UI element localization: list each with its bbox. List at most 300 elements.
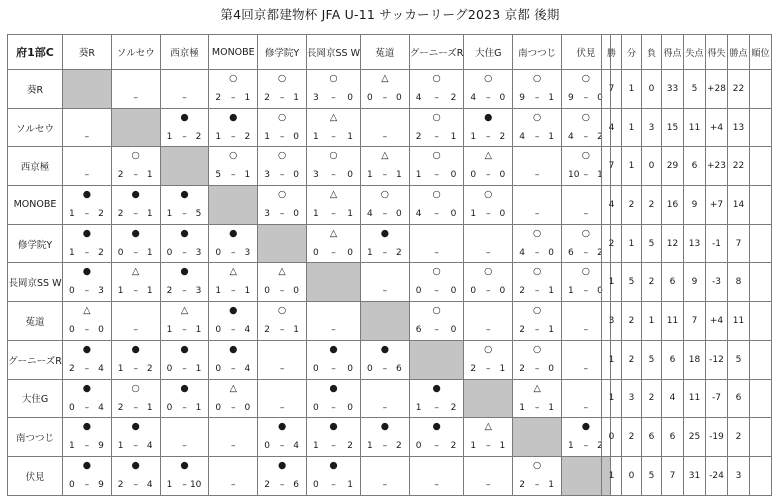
home-score: 1 [470, 209, 477, 220]
match-cell [209, 456, 258, 495]
score-dash: – [486, 170, 491, 181]
result-symbol: ○ [581, 73, 591, 84]
score-dash: – [534, 402, 540, 413]
home-score: 0 [166, 363, 173, 374]
standings-cell: 1 [602, 456, 622, 495]
away-score: 1 [499, 363, 506, 374]
score-dash: – [231, 325, 236, 336]
match-cell [258, 340, 307, 379]
score-dash: – [534, 479, 540, 490]
home-score: 2 [519, 325, 525, 336]
match-cell [209, 263, 258, 302]
home-score: 1 [166, 325, 173, 336]
match-cell [209, 340, 258, 379]
away-score: 1 [195, 363, 202, 374]
away-score: 0 [293, 209, 299, 220]
match-cell [160, 456, 209, 495]
result-symbol: ○ [581, 150, 591, 162]
score-dash: – [486, 131, 491, 142]
team-row [8, 302, 611, 341]
away-score: 0 [347, 93, 353, 103]
away-score: 0 [450, 286, 457, 297]
result-symbol: ○ [532, 305, 542, 317]
home-score: 1 [69, 209, 75, 220]
standings-cell: 2 [602, 224, 622, 263]
home-score: 3 [312, 170, 319, 181]
away-score: 9 [98, 479, 104, 490]
away-score: 0 [499, 286, 506, 297]
standings-cell: 2 [622, 186, 642, 225]
away-score: 1 [146, 247, 153, 258]
home-score: 1 [117, 363, 124, 374]
standings-cell: 33 [662, 70, 684, 109]
score-dash: – [331, 479, 336, 490]
row-team-label: 南つつじ [8, 418, 63, 457]
standings-cell: 0 [602, 418, 622, 457]
score-dash: – [231, 170, 236, 181]
standings-header: 負 [642, 35, 662, 70]
away-score: 1 [293, 325, 299, 336]
standings-cell: 5 [642, 340, 662, 379]
self-match-cell [464, 379, 513, 418]
standings-cell: 3 [728, 456, 750, 495]
score-dash: – [583, 402, 589, 413]
away-score: 2 [244, 131, 251, 142]
score-dash: – [133, 170, 138, 181]
home-score: 0 [366, 363, 373, 374]
match-cell [360, 456, 409, 495]
away-score: 2 [597, 131, 603, 142]
standings-cell [750, 224, 772, 263]
standings-cell: 7 [602, 147, 622, 186]
away-score: 0 [347, 170, 353, 181]
standings-cell: 9 [684, 186, 706, 225]
score-dash: – [84, 286, 90, 297]
standings-cell: 1 [622, 147, 642, 186]
away-score: 0 [347, 363, 353, 374]
score-dash: – [331, 93, 336, 103]
score-dash: – [382, 209, 388, 220]
match-cell [258, 147, 307, 186]
home-score: 4 [568, 131, 574, 142]
score-dash: – [434, 286, 439, 297]
score-dash: – [279, 441, 285, 452]
result-symbol: △ [229, 266, 237, 278]
self-match-cell [63, 70, 112, 109]
standings-cell: 7 [662, 456, 684, 495]
home-score: 2 [117, 402, 124, 413]
standings-header: 勝点 [728, 35, 750, 70]
match-cell [360, 70, 409, 109]
standings-cell: 1 [642, 302, 662, 341]
match-cell [111, 418, 160, 457]
column-team-header: 伏見 [562, 35, 611, 70]
column-team-header: 長岡京SS W [306, 35, 360, 70]
result-symbol: △ [180, 305, 189, 317]
home-score: 9 [519, 93, 525, 103]
standings-cell [750, 263, 772, 302]
standings-cell: 7 [728, 224, 750, 263]
standings-cell: 7 [602, 70, 622, 109]
away-score: 1 [548, 325, 554, 336]
standings-cell: 0 [622, 456, 642, 495]
score-dash: – [331, 131, 336, 142]
score-dash: – [382, 479, 388, 490]
home-score: 9 [568, 93, 574, 103]
score-dash: – [583, 170, 589, 181]
result-symbol: ● [229, 227, 238, 239]
home-score: 1 [117, 441, 124, 452]
score-dash: – [534, 247, 540, 258]
match-cell [513, 108, 562, 147]
away-score: 3 [98, 286, 104, 297]
result-symbol: ○ [484, 73, 493, 84]
away-score: 1 [548, 479, 554, 490]
match-cell [306, 418, 360, 457]
score-dash: – [486, 479, 491, 490]
away-score: 3 [244, 247, 251, 258]
match-cell [63, 108, 112, 147]
score-dash: – [382, 441, 388, 452]
standings-cell: 18 [684, 340, 706, 379]
score-dash: – [382, 93, 388, 103]
standings-cell: +4 [706, 302, 728, 341]
page-title: 第4回京都建物杯 JFA U-11 サッカーリーグ2023 京都 後期 [220, 7, 560, 22]
away-score: 0 [548, 363, 554, 374]
score-dash: – [331, 441, 336, 452]
standings-row [602, 70, 772, 109]
result-symbol: ○ [484, 266, 493, 278]
result-symbol: ○ [581, 266, 591, 278]
score-dash: – [583, 209, 589, 220]
home-score: 0 [312, 363, 319, 374]
standings-cell: 3 [622, 379, 642, 418]
score-dash: – [84, 363, 90, 374]
home-score: 1 [166, 131, 173, 142]
self-match-cell [160, 147, 209, 186]
column-team-header: 葵R [63, 35, 112, 70]
home-score: 2 [470, 363, 477, 374]
standings-cell: 3 [602, 302, 622, 341]
standings-cell: 0 [642, 147, 662, 186]
score-dash: – [534, 170, 540, 181]
standings-cell [750, 186, 772, 225]
result-symbol: ● [180, 227, 189, 239]
score-dash: – [279, 93, 285, 103]
result-symbol: ● [484, 111, 493, 123]
match-cell [63, 340, 112, 379]
match-cell [258, 456, 307, 495]
score-dash: – [434, 402, 439, 413]
match-cell [306, 340, 360, 379]
match-cell [513, 186, 562, 225]
away-score: 2 [450, 402, 457, 413]
score-dash: – [133, 247, 138, 258]
home-score: 6 [568, 247, 574, 258]
score-dash: – [182, 247, 187, 258]
result-symbol: △ [381, 73, 389, 84]
away-score: 1 [548, 93, 554, 103]
score-dash: – [486, 325, 491, 336]
home-score: 0 [166, 402, 173, 413]
standings-cell: 5 [622, 263, 642, 302]
result-symbol: ○ [581, 227, 591, 239]
standings-cell: -12 [706, 340, 728, 379]
score-dash: – [231, 93, 236, 103]
home-score: 0 [215, 402, 222, 413]
away-score: 0 [548, 247, 554, 258]
result-symbol: ● [131, 421, 140, 433]
match-cell [111, 340, 160, 379]
result-symbol: ○ [532, 111, 542, 123]
away-score: 1 [195, 402, 202, 413]
result-symbol: ○ [484, 189, 493, 201]
standings-cell: 29 [662, 147, 684, 186]
match-cell [160, 302, 209, 341]
match-cell [63, 379, 112, 418]
score-dash: – [583, 325, 589, 336]
standings-cell: 1 [602, 379, 622, 418]
score-dash: – [182, 479, 187, 490]
score-dash: – [583, 93, 589, 103]
score-dash: – [133, 363, 138, 374]
match-cell [409, 224, 464, 263]
standings-header: 得失 [706, 35, 728, 70]
away-score: 3 [195, 286, 202, 297]
match-cell [63, 456, 112, 495]
standings-cell: -3 [706, 263, 728, 302]
home-score: 2 [415, 131, 422, 142]
result-symbol: ● [131, 343, 140, 355]
result-symbol: ● [82, 382, 92, 394]
away-score: 1 [548, 402, 554, 413]
score-dash: – [279, 402, 285, 413]
away-score: 0 [597, 93, 603, 103]
away-score: 0 [597, 286, 603, 297]
home-score: 1 [470, 441, 477, 452]
result-symbol: ● [329, 421, 338, 433]
score-dash: – [182, 286, 187, 297]
result-symbol: △ [381, 150, 389, 162]
match-cell [209, 302, 258, 341]
team-row [8, 224, 611, 263]
score-dash: – [84, 325, 90, 336]
home-score: 0 [312, 479, 319, 490]
standings-row [602, 456, 772, 495]
self-match-cell [258, 224, 307, 263]
score-dash: – [382, 247, 388, 258]
home-score: 0 [215, 363, 222, 374]
standings-cell: 2 [642, 263, 662, 302]
home-score: 3 [312, 93, 319, 103]
home-score: 0 [312, 247, 319, 258]
away-score: 9 [98, 441, 104, 452]
away-score: 1 [548, 131, 554, 142]
row-team-label: 菟道 [8, 302, 63, 341]
match-cell [63, 263, 112, 302]
result-symbol: △ [329, 227, 338, 239]
away-score: 1 [244, 170, 251, 181]
match-cell [111, 456, 160, 495]
score-dash: – [434, 209, 439, 220]
away-score: 1 [146, 402, 153, 413]
match-cell [513, 70, 562, 109]
home-score: 4 [519, 247, 525, 258]
standings-row [602, 108, 772, 147]
away-score: 0 [347, 247, 353, 258]
score-dash: – [279, 479, 285, 490]
match-cell [306, 456, 360, 495]
team-row [8, 456, 611, 495]
match-cell [513, 379, 562, 418]
result-symbol: △ [329, 189, 338, 201]
match-cell [160, 418, 209, 457]
away-score: 6 [396, 363, 402, 374]
score-dash: – [486, 247, 491, 258]
score-dash: – [231, 247, 236, 258]
result-symbol: ● [131, 189, 140, 201]
standings-row [602, 302, 772, 341]
match-cell [360, 340, 409, 379]
match-cell [209, 224, 258, 263]
standings-cell: 6 [684, 147, 706, 186]
standings-cell: 1 [622, 108, 642, 147]
away-score: 1 [244, 93, 251, 103]
match-cell [360, 263, 409, 302]
match-cell [63, 224, 112, 263]
standings-row [602, 186, 772, 225]
match-cell [513, 302, 562, 341]
result-symbol: △ [533, 382, 541, 394]
score-dash: – [434, 131, 439, 142]
self-match-cell [360, 302, 409, 341]
match-cell [360, 224, 409, 263]
standings-cell: +7 [706, 186, 728, 225]
match-cell [258, 379, 307, 418]
home-score: 1 [415, 170, 422, 181]
match-cell [160, 379, 209, 418]
home-score: 1 [568, 286, 574, 297]
match-cell [111, 147, 160, 186]
score-dash: – [231, 479, 236, 490]
home-score: 5 [215, 170, 222, 181]
home-score: 0 [117, 247, 124, 258]
match-cell [209, 70, 258, 109]
match-cell [209, 108, 258, 147]
standings-header: 分 [622, 35, 642, 70]
away-score: 3 [195, 247, 202, 258]
standings-row [602, 224, 772, 263]
home-score: 2 [264, 325, 270, 336]
match-cell [464, 186, 513, 225]
away-score: 2 [499, 131, 506, 142]
score-dash: – [133, 325, 138, 336]
match-cell [409, 147, 464, 186]
standings-cell: 13 [728, 108, 750, 147]
away-score: 2 [98, 209, 104, 220]
home-score: 2 [215, 93, 222, 103]
match-cell [464, 340, 513, 379]
standings-cell: 2 [642, 186, 662, 225]
home-score: 0 [166, 247, 173, 258]
result-symbol: ● [131, 459, 140, 471]
standings-cell: 5 [684, 70, 706, 109]
result-symbol: △ [132, 266, 140, 278]
standings-cell: 5 [642, 456, 662, 495]
score-dash: – [133, 93, 138, 103]
match-cell [160, 224, 209, 263]
result-symbol: ○ [432, 266, 441, 278]
score-dash: – [279, 209, 285, 220]
match-cell [360, 108, 409, 147]
result-symbol: ○ [229, 73, 238, 84]
score-dash: – [534, 93, 540, 103]
match-cell [63, 418, 112, 457]
home-score: 2 [264, 479, 270, 490]
match-cell [111, 224, 160, 263]
away-score: 1 [450, 131, 457, 142]
result-symbol: ● [229, 305, 238, 317]
home-score: 0 [264, 441, 270, 452]
result-symbol: ● [432, 382, 441, 394]
standings-cell: 22 [728, 70, 750, 109]
standings-cell [750, 379, 772, 418]
score-dash: – [434, 325, 439, 336]
standings-cell [750, 456, 772, 495]
score-dash: – [231, 363, 236, 374]
standings-cell: 14 [728, 186, 750, 225]
match-cell [111, 186, 160, 225]
standings-cell: +23 [706, 147, 728, 186]
home-score: 0 [470, 170, 477, 181]
score-dash: – [182, 363, 187, 374]
match-cell [160, 70, 209, 109]
score-dash: – [434, 441, 439, 452]
standings-row [602, 418, 772, 457]
standings-cell: 1 [622, 70, 642, 109]
match-cell [360, 379, 409, 418]
result-symbol: ● [329, 382, 338, 394]
away-score: 1 [146, 170, 153, 181]
result-symbol: ● [380, 343, 390, 355]
match-cell [464, 147, 513, 186]
match-cell [306, 70, 360, 109]
home-score: 2 [117, 170, 124, 181]
result-symbol: ○ [432, 150, 441, 162]
match-cell [258, 70, 307, 109]
team-row [8, 340, 611, 379]
result-symbol: ○ [532, 459, 542, 471]
standings-cell: 12 [662, 224, 684, 263]
away-score: 1 [597, 170, 603, 181]
standings-cell: -19 [706, 418, 728, 457]
standings-cell: 25 [684, 418, 706, 457]
home-score: 1 [69, 247, 75, 258]
standings-cell: 11 [684, 108, 706, 147]
match-cell [409, 302, 464, 341]
away-score: 10 [189, 479, 202, 490]
result-symbol: ● [380, 421, 390, 433]
result-symbol: ○ [277, 150, 287, 162]
away-score: 1 [548, 286, 554, 297]
result-symbol: ● [82, 227, 92, 239]
standings-cell: 4 [602, 108, 622, 147]
score-dash: – [382, 286, 388, 297]
score-dash: – [486, 286, 491, 297]
standings-cell: 6 [662, 418, 684, 457]
result-symbol: ● [380, 227, 390, 239]
home-score: 1 [366, 441, 373, 452]
